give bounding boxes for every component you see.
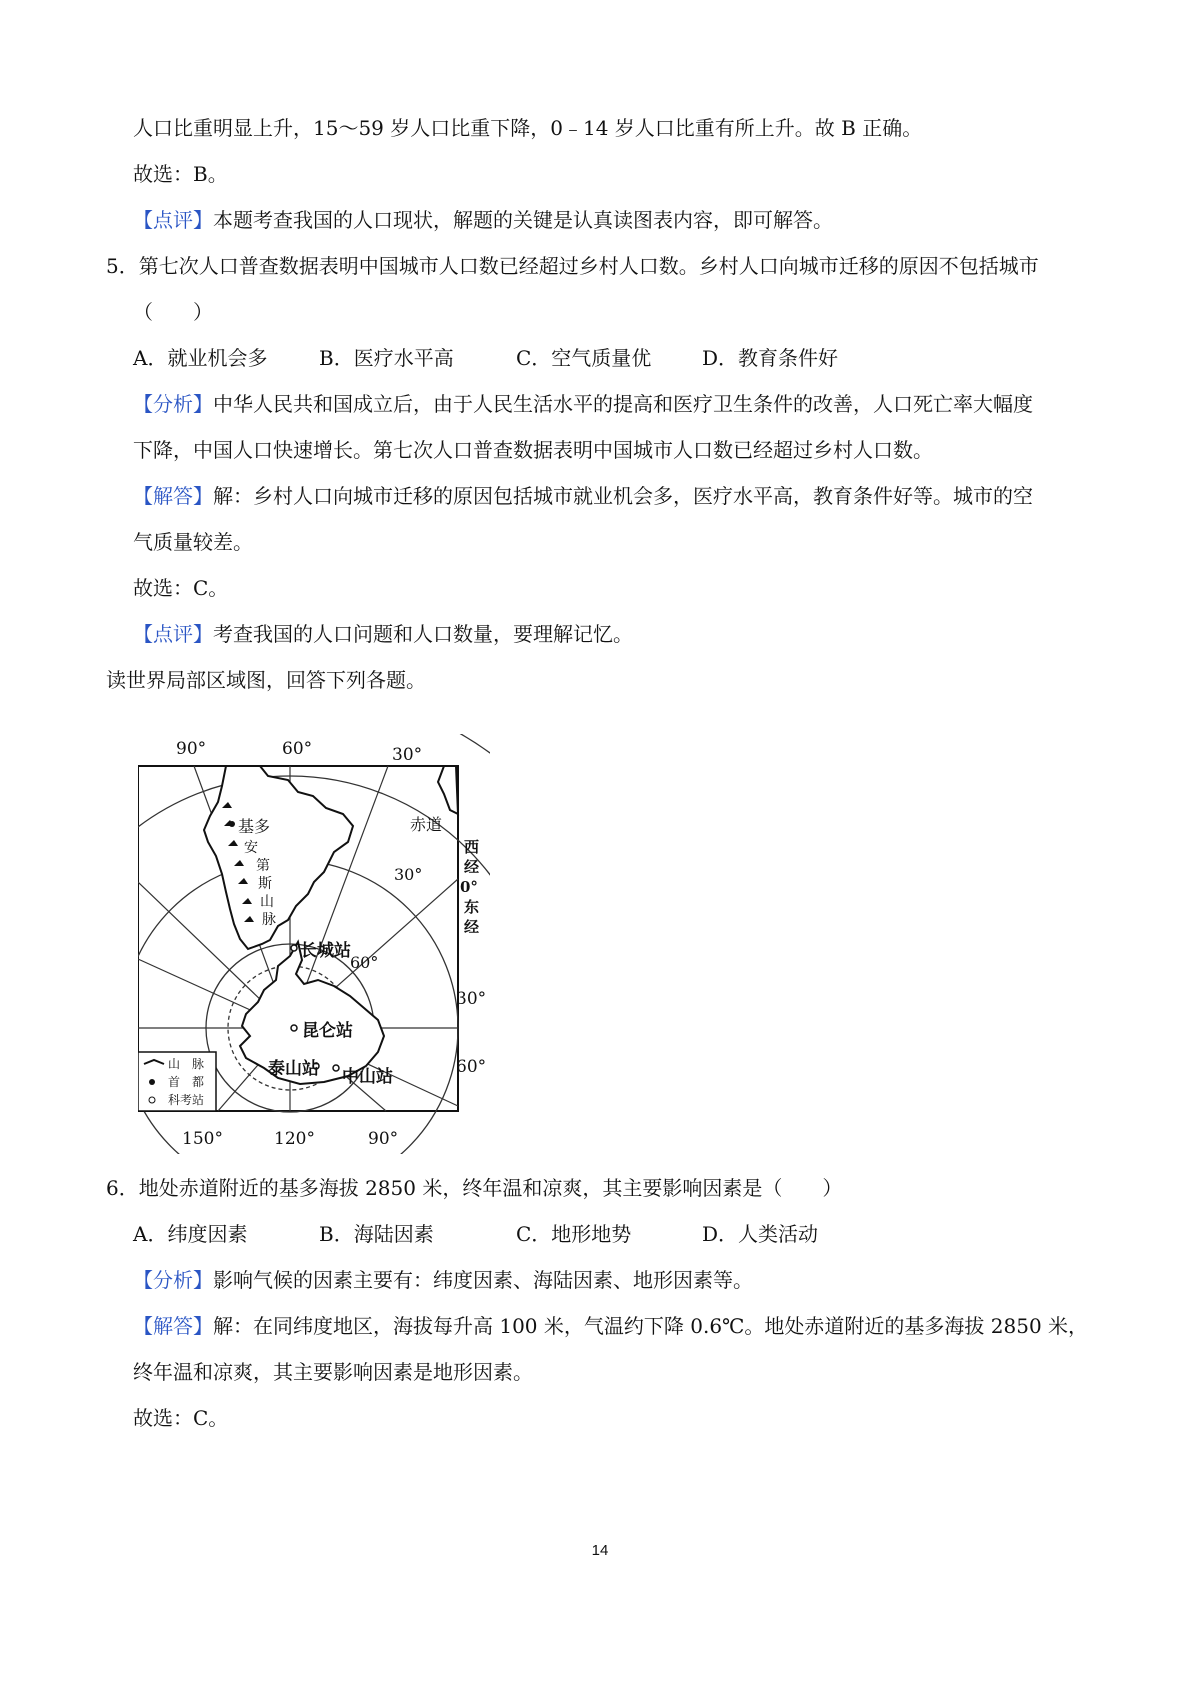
legend-item: 首 都	[168, 1075, 205, 1089]
legend-item: 山 脉	[168, 1057, 205, 1071]
answer-text: 终年温和凉爽，其主要影响因素是地形因素。	[133, 1360, 533, 1384]
text-line: 人口比重明显上升，15～59 岁人口比重下降，0﹣14 岁人口比重有所上升。故 B 正确。	[133, 116, 923, 140]
option-a: A．就业机会多	[133, 346, 268, 370]
answer-tag: 【解答】	[133, 484, 213, 508]
option-a: A．纬度因素	[133, 1222, 248, 1246]
south-america-shape	[204, 766, 353, 949]
quito-marker	[229, 821, 235, 827]
comment-text: 本题考查我国的人口现状，解题的关键是认真读图表内容，即可解答。	[213, 208, 833, 232]
map-instruction: 读世界局部区域图，回答下列各题。	[106, 668, 426, 692]
inner-lat-label: 30°	[394, 865, 423, 884]
option-c: C．地形地势	[516, 1222, 632, 1246]
bottom-label: 90°	[368, 1129, 399, 1149]
top-label: 60°	[282, 739, 313, 759]
answer-text: 气质量较差。	[133, 530, 253, 554]
inner-lat-label: 60°	[350, 953, 379, 972]
analysis-line	[133, 390, 1033, 418]
option-d: D．人类活动	[702, 1222, 819, 1246]
answer-tag: 【解答】	[133, 1314, 213, 1338]
right-label: 60°	[456, 1057, 487, 1077]
option-d: D．教育条件好	[702, 346, 839, 370]
question-6-options	[133, 1220, 818, 1248]
equator-label: 赤道	[410, 815, 443, 834]
quito-label: 基多	[238, 817, 271, 836]
question-6-stem: 6．地处赤道附近的基多海拔 2850 米，终年温和凉爽，其主要影响因素是（ ）	[106, 1176, 843, 1200]
comment-line	[133, 206, 833, 234]
meridian-label: 经	[464, 858, 480, 876]
question-5-options	[133, 344, 838, 372]
question-5-answer-blank: （ ）	[133, 300, 213, 324]
great-wall-station-marker	[291, 945, 297, 951]
meridian-label: 0°	[460, 878, 478, 896]
comment-text: 考查我国的人口问题和人口数量，要理解记忆。	[213, 622, 633, 646]
right-label: 30°	[456, 989, 487, 1009]
legend-capital-icon	[149, 1079, 155, 1085]
andes-label: 山	[260, 894, 274, 910]
meridian-label: 东	[464, 898, 480, 916]
bottom-label: 150°	[182, 1129, 223, 1149]
legend-item: 科考站	[168, 1093, 205, 1107]
station-label: 中山站	[342, 1067, 393, 1087]
andes-label: 安	[244, 840, 258, 856]
answer-text: 解：乡村人口向城市迁移的原因包括城市就业机会多，医疗水平高，教育条件好等。城市的空	[213, 484, 1033, 508]
legend-station-icon	[149, 1097, 155, 1103]
option-b: B．海陆因素	[319, 1222, 434, 1246]
comment-tag: 【点评】	[133, 622, 213, 646]
text-line: 故选：B。	[133, 162, 228, 186]
page-number: 14	[591, 1542, 609, 1559]
kunlun-station-marker	[291, 1025, 297, 1031]
andes-label: 第	[256, 858, 270, 874]
answer-line	[133, 1312, 1088, 1340]
andes-label: 脉	[262, 912, 276, 928]
station-label: 泰山站	[268, 1059, 319, 1079]
answer-text: 解：在同纬度地区，海拔每升高 100 米，气温约下降 0.6℃。地处赤道附近的基多海拔 2850 米，	[213, 1314, 1089, 1338]
station-label: 长城站	[300, 941, 351, 961]
africa-edge-shape	[438, 766, 458, 814]
comment-line	[133, 620, 633, 648]
meridian-label: 经	[464, 918, 480, 936]
question-5-stem: 5．第七次人口普查数据表明中国城市人口数已经超过乡村人口数。乡村人口向城市迁移的原因不包括城市	[106, 254, 1039, 278]
zhongshan-station-marker	[333, 1065, 339, 1071]
analysis-tag: 【分析】	[133, 1268, 213, 1292]
option-b: B．医疗水平高	[319, 346, 454, 370]
option-c: C．空气质量优	[516, 346, 652, 370]
comment-tag: 【点评】	[133, 208, 213, 232]
top-label: 90°	[176, 739, 207, 759]
analysis-text: 中华人民共和国成立后，由于人民生活水平的提高和医疗卫生条件的改善，人口死亡率大幅度	[213, 392, 1033, 416]
world-region-map	[138, 734, 490, 1154]
analysis-text: 下降，中国人口快速增长。第七次人口普查数据表明中国城市人口数已经超过乡村人口数。	[133, 438, 933, 462]
analysis-tag: 【分析】	[133, 392, 213, 416]
top-label: 30°	[392, 745, 423, 765]
analysis-text: 影响气候的因素主要有：纬度因素、海陆因素、地形因素等。	[213, 1268, 753, 1292]
station-label: 昆仑站	[302, 1021, 353, 1041]
answer-line	[133, 482, 1033, 510]
meridian-label: 西	[464, 838, 480, 856]
andes-label: 斯	[258, 876, 272, 892]
choice-line: 故选：C。	[133, 1406, 229, 1430]
bottom-label: 120°	[274, 1129, 315, 1149]
analysis-line	[133, 1266, 753, 1294]
choice-line: 故选：C。	[133, 576, 229, 600]
